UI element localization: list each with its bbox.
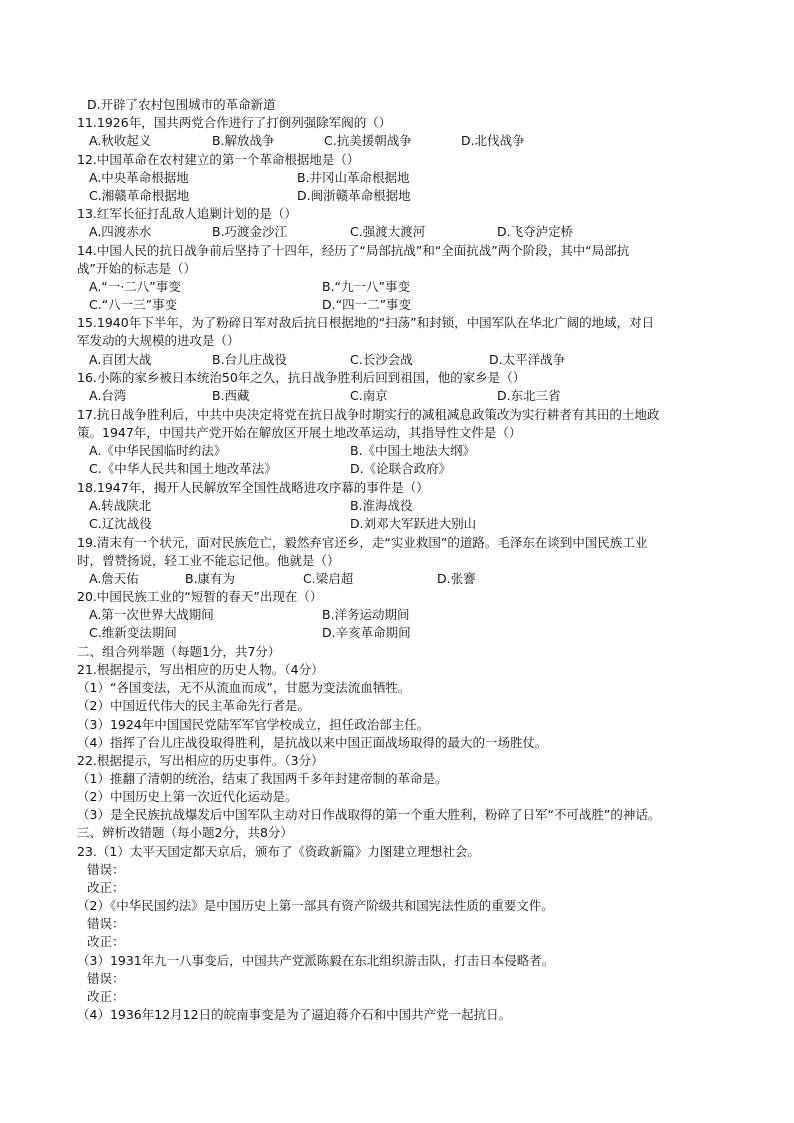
q14-option-c: C.“八一三”事变 [89,297,178,312]
q14-stem-line1: 14.中国人民的抗日战争前后坚持了十四年，经历了“局部抗战”和“全面抗战”两个阶段，其中“局部抗 [77,243,630,258]
q22-stem: 22.根据提示，写出相应的历史事件。（3分） [77,753,324,768]
q23-item-2: （2）《中华民国约法》是中国历史上第一部具有资产阶级共和国宪法性质的重要文件。 [77,898,554,913]
q15-option-c: C.长沙会战 [350,352,413,367]
q13-option-d: D.飞夺泸定桥 [497,224,574,239]
q22-item-1: （1）推翻了清朝的统治，结束了我国两千多年封建帝制的革命是。 [77,771,448,786]
q16-option-b: B.西藏 [212,388,250,403]
section3-heading: 三、辨析改错题（每小题2分，共8分） [77,825,293,840]
q23-item-1: 23.（1）太平天国定都天京后，颁布了《资政新篇》力图建立理想社会。 [77,844,480,859]
q17-stem-line1: 17.抗日战争胜利后，中共中央决定将党在抗日战争时期实行的减租减息政策改为实行耕者有其田的土地政 [77,407,660,422]
q23-1-fix-label: 改正： [87,880,125,895]
q18-option-c: C.辽沈战役 [89,516,152,531]
q20-stem: 20.中国民族工业的“短暂的春天”出现在（） [77,589,323,604]
q12-option-c: C.湘赣革命根据地 [89,188,190,203]
q20-option-a: A.第一次世界大战期间 [89,607,214,622]
q23-2-fix-label: 改正： [87,934,125,949]
q14-options-row1 [0,278,794,295]
q12-options-row1 [0,169,794,186]
q13-option-c: C.强渡大渡河 [350,224,426,239]
q21-item-2: （2）中国近代伟大的民主革命先行者是。 [77,698,310,713]
q14-option-a: A.“一·二八”事变 [89,279,181,294]
q19-option-c: C.梁启超 [303,571,354,586]
q22-item-3: （3）是全民族抗战爆发后中国军队主动对日作战取得的第一个重大胜利，粉碎了日军“不可战胜”的神话。 [77,807,661,822]
q14-option-d: D.“四一二”事变 [322,297,412,312]
q19-stem-line2: 时，曾赞扬说，轻工业不能忘记他。他就是（） [77,553,340,568]
q13-option-b: B.巧渡金沙江 [212,224,288,239]
q16-options [0,387,794,404]
q11-option-a: A.秋收起义 [89,133,152,148]
q17-option-a: A.《中华民国临时约法》 [89,443,227,458]
q23-1-wrong-label: 错误： [87,862,125,877]
q15-stem-line2: 军发动的大规模的进攻是（） [77,333,240,348]
q23-2-wrong-label: 错误： [87,916,125,931]
q16-stem: 16.小陈的家乡被日本统治50年之久，抗日战争胜利后回到祖国，他的家乡是（） [77,370,526,385]
q11-options [0,132,794,149]
q18-stem: 18.1947年，揭开人民解放军全国性战略进攻序幕的事件是（） [77,480,429,495]
q19-options [0,570,794,587]
q17-options-row2 [0,460,794,477]
q20-options-row2 [0,624,794,641]
q20-options-row1 [0,606,794,623]
q13-option-a: A.四渡赤水 [89,224,152,239]
q15-stem-line1: 15.1940年下半年，为了粉碎日军对敌后抗日根据地的“扫荡”和封锁，中国军队在华北广阔的地域，对日 [77,315,655,330]
q11-option-c: C.抗美援朝战争 [324,133,412,148]
q20-option-d: D.辛亥革命期间 [322,625,411,640]
q16-option-a: A.台湾 [89,388,127,403]
q17-option-c: C.《中华人民共和国土地改革法》 [89,461,277,476]
q12-option-a: A.中央革命根据地 [89,170,189,185]
section2-heading: 二、组合列举题（每题1分，共7分） [77,644,281,659]
q13-stem: 13.红军长征打乱敌人追剿计划的是（） [77,206,297,221]
q23-item-3: （3）1931年九一八事变后，中国共产党派陈毅在东北组织游击队，打击日本侵略者。 [77,953,555,968]
q22-item-2: （2）中国历史上第一次近代化运动是。 [77,789,298,804]
q12-stem: 12.中国革命在农村建立的第一个革命根据地是（） [77,152,360,167]
q12-option-d: D.闽浙赣革命根据地 [297,188,411,203]
q14-stem-line2: 战”开始的标志是（） [77,261,196,276]
q13-options [0,223,794,240]
q23-3-fix-label: 改正： [87,989,125,1004]
q18-option-a: A.转战陕北 [89,498,152,513]
q23-item-4: （4）1936年12月12日的皖南事变是为了逼迫蒋介石和中国共产党一起抗日。 [77,1007,512,1022]
q12-option-b: B.井冈山革命根据地 [297,170,410,185]
q20-option-c: C.维新变法期间 [89,625,177,640]
q19-option-b: B.康有为 [185,571,236,586]
q14-option-b: B.“九一八”事变 [322,279,411,294]
q16-option-d: D.东北三省 [497,388,561,403]
q14-options-row2 [0,296,794,313]
q21-item-4: （4）指挥了台儿庄战役取得胜利，是抗战以来中国正面战场取得的最大的一场胜仗。 [77,735,548,750]
q17-option-b: B.《中国土地法大纲》 [350,443,476,458]
q20-option-b: B.洋务运动期间 [322,607,410,622]
q21-item-1: （1）“各国变法，无不从流血而成”，甘愿为变法流血牺牲。 [77,680,411,695]
q11-option-b: B.解放战争 [212,133,275,148]
q16-option-c: C.南京 [350,388,388,403]
q11-option-d: D.北伐战争 [461,133,525,148]
q21-stem: 21.根据提示，写出相应的历史人物。（4分） [77,662,324,677]
q10-option-d: D.开辟了农村包围城市的革命新道 [87,97,276,112]
q21-item-3: （3）1924年中国国民党陆军军官学校成立，担任政治部主任。 [77,717,430,732]
q17-stem-line2: 策。1947年，中国共产党开始在解放区开展土地改革运动，其指导性文件是（） [77,425,522,440]
q15-option-a: A.百团大战 [89,352,152,367]
q18-options-row1 [0,497,794,514]
q19-option-d: D.张謇 [437,571,476,586]
q12-options-row2 [0,187,794,204]
q18-option-d: D.刘邓大军跃进大别山 [350,516,477,531]
q23-3-wrong-label: 错误： [87,971,125,986]
q15-option-b: B.台儿庄战役 [212,352,288,367]
q19-stem-line1: 19.清末有一个状元，面对民族危亡，毅然弃官还乡，走“实业救国”的道路。毛泽东在谈到中国民族工业 [77,535,648,550]
q18-option-b: B.淮海战役 [350,498,413,513]
q17-options-row1 [0,442,794,459]
q11-stem: 11.1926年，国共两党合作进行了打倒列强除军阀的（） [77,115,392,130]
q15-options [0,351,794,368]
q17-option-d: D.《论联合政府》 [350,461,452,476]
q18-options-row2 [0,515,794,532]
q19-option-a: A.詹天佑 [89,571,139,586]
q15-option-d: D.太平洋战争 [489,352,566,367]
